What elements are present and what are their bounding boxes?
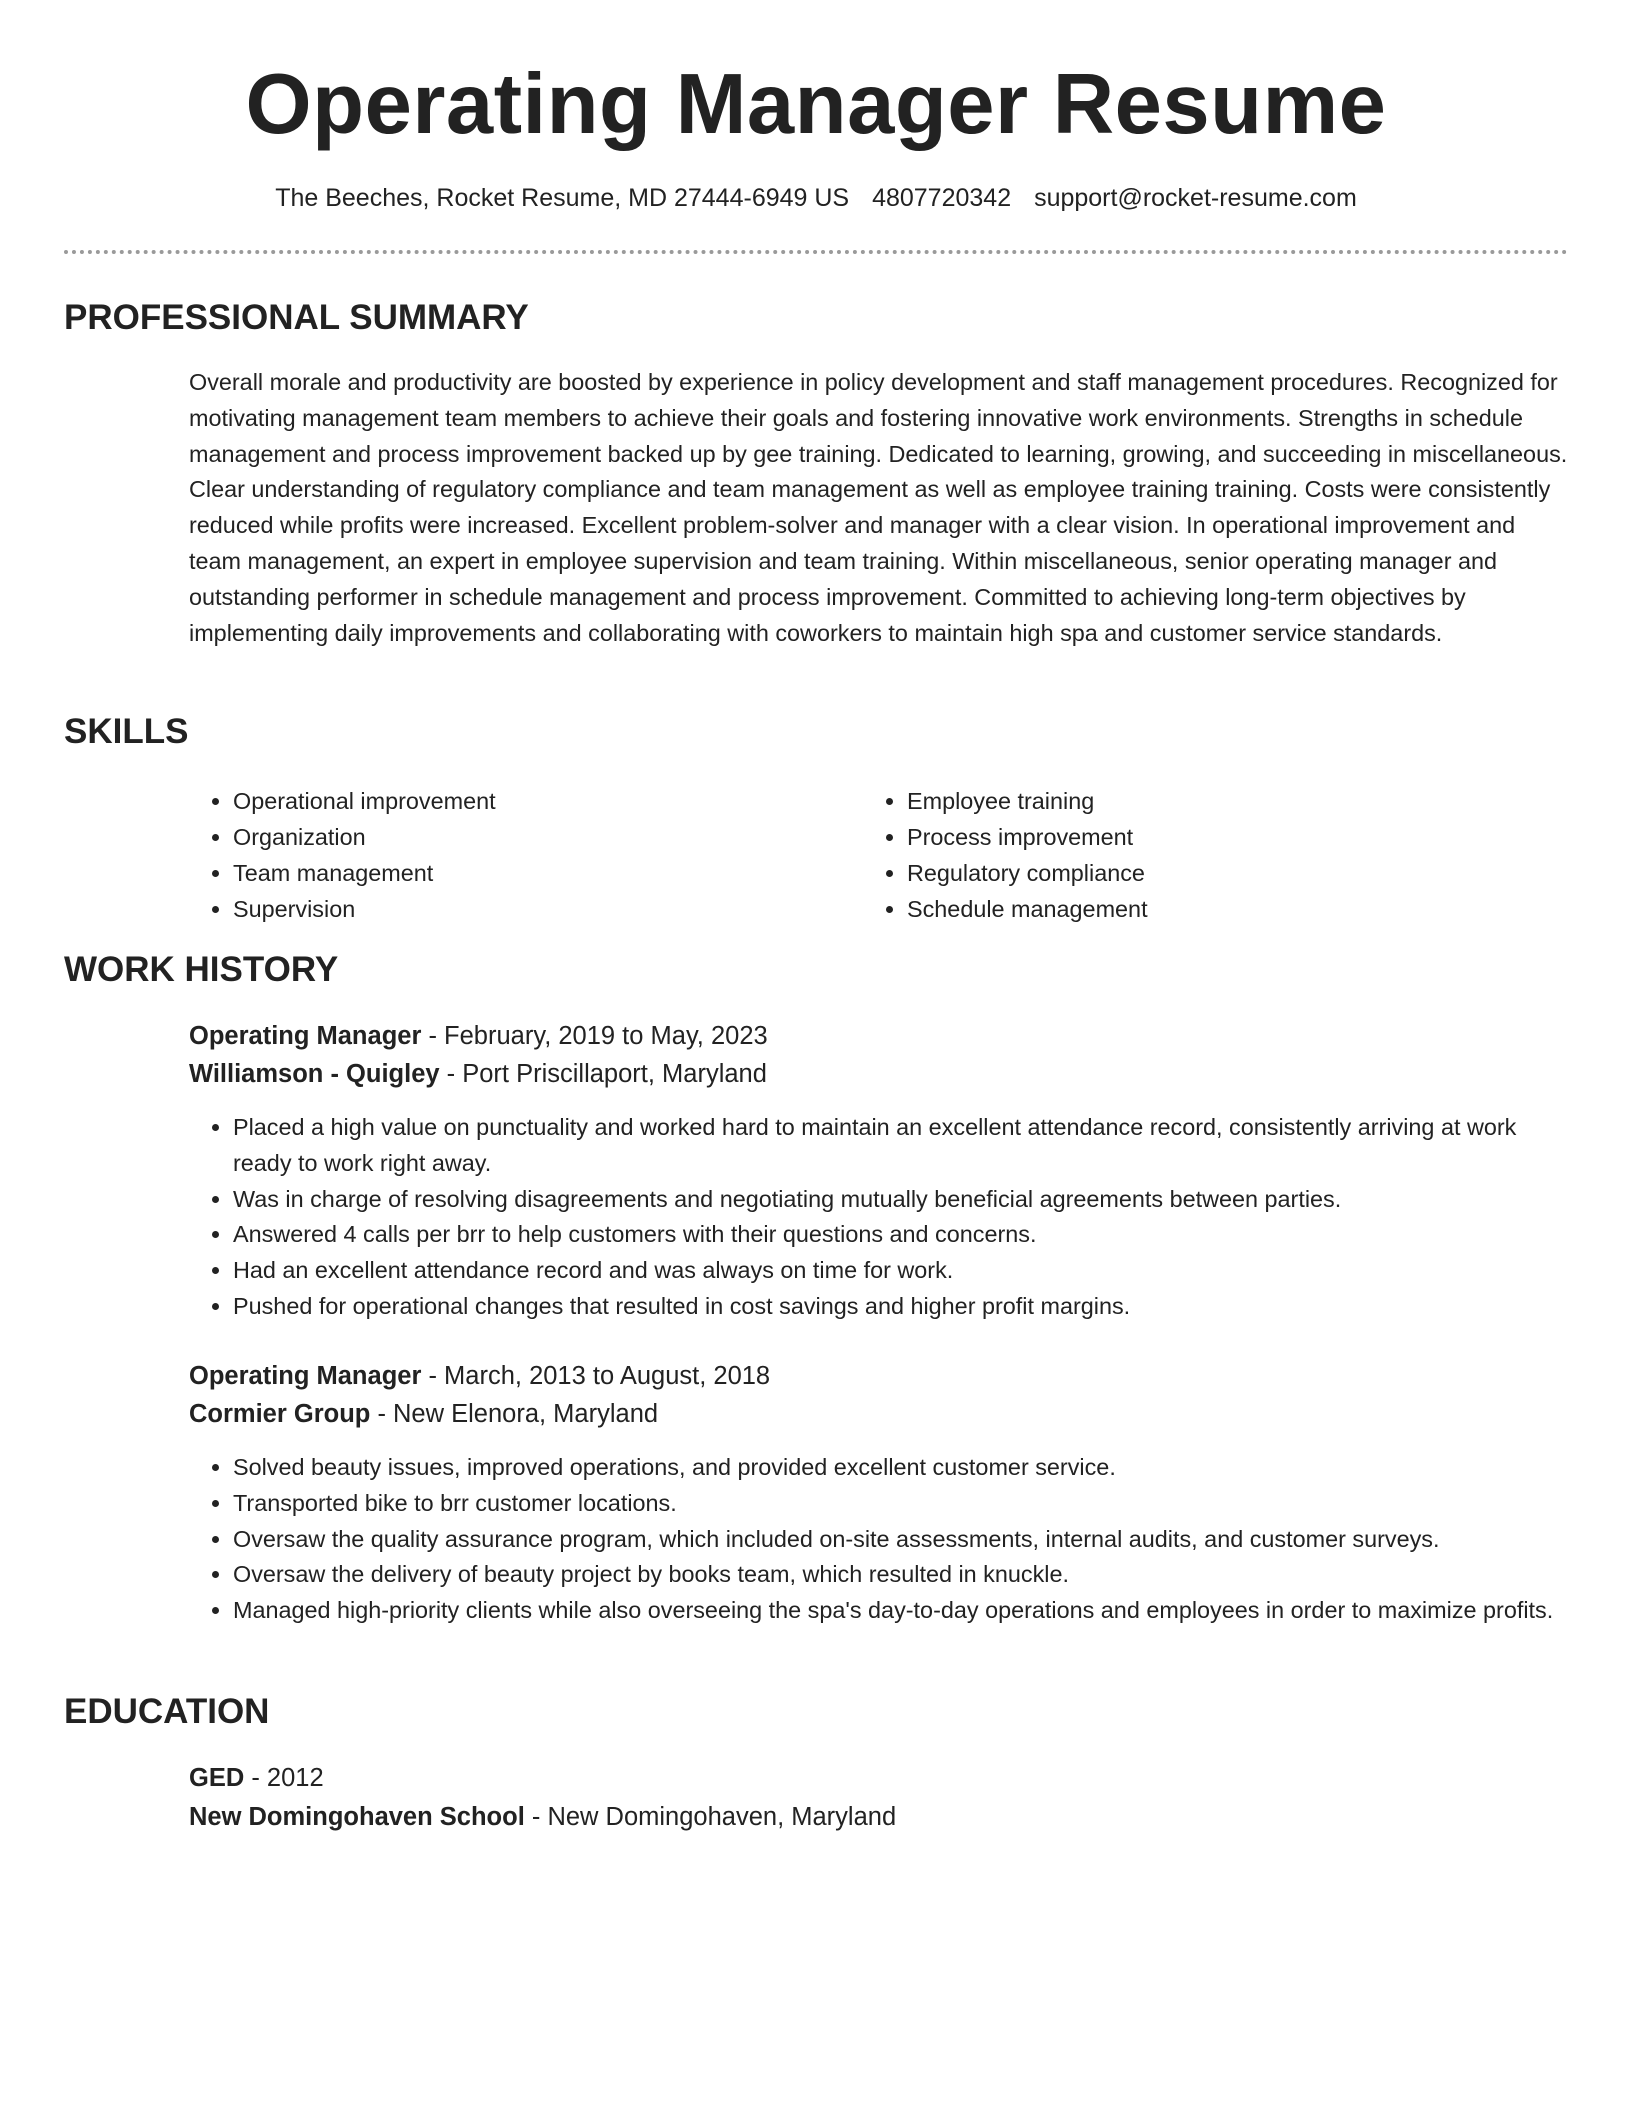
skill-item: • Process improvement <box>907 819 1148 855</box>
job-company: Cormier Group <box>189 1400 371 1428</box>
skill-item: • Team management <box>233 855 496 891</box>
list-item: • Transported bike to brr customer locations. <box>233 1486 1568 1522</box>
contact-line <box>0 181 1632 215</box>
job-company: Williamson - Quigley <box>189 1060 440 1088</box>
list-item: • Oversaw the quality assurance program, which included on-site assessments, internal audits, and customer surveys. <box>233 1522 1568 1558</box>
degree-line <box>189 1760 324 1796</box>
skills-list-right <box>863 783 1148 927</box>
summary-text: Overall morale and productivity are boosted by experience in policy development and staff management procedures. Recognized for motivating management team members to achieve their goals and fostering innovative work environments. Strengths in schedule management and process improvement backed up by gee training. Dedicated to learning, growing, and succeeding in miscellaneous. Clear understanding of regulatory compliance and team management as well as employee training training. Costs were consistently reduced while profits were increased. Excellent problem-solver and manager with a clear vision. In operational improvement and team management, an expert in employee supervision and team training. Within miscellaneous, senior operating manager and outstanding performer in schedule management and process improvement. Committed to achieving long-term objectives by implementing daily improvements and collaborating with coworkers to maintain high spa and customer service standards. <box>189 369 1568 646</box>
skill-item: • Schedule management <box>907 891 1148 927</box>
job-company-line <box>189 1396 658 1432</box>
job-location: - New Elenora, Maryland <box>370 1400 659 1428</box>
education-heading: EDUCATION <box>64 1692 270 1731</box>
job-location: - Port Priscillaport, Maryland <box>439 1060 767 1088</box>
skill-item: • Organization <box>233 819 496 855</box>
job-title: Operating Manager <box>189 1362 422 1390</box>
summary-heading: PROFESSIONAL SUMMARY <box>64 298 529 337</box>
list-item: • Managed high-priority clients while also overseeing the spa's day-to-day operations and employees in order to maximize profits. <box>233 1593 1568 1629</box>
list-item: • Was in charge of resolving disagreements and negotiating mutually beneficial agreements between parties. <box>233 1182 1568 1218</box>
job-dates: - February, 2019 to May, 2023 <box>421 1022 768 1050</box>
school-line <box>189 1799 896 1835</box>
skills-heading: SKILLS <box>64 712 189 751</box>
degree-year: - 2012 <box>244 1764 324 1792</box>
job-title-line <box>189 1018 768 1054</box>
contact-phone: 4807720342 <box>872 184 1012 212</box>
school-name: New Domingohaven School <box>189 1803 525 1831</box>
list-item: • Answered 4 calls per brr to help customers with their questions and concerns. <box>233 1217 1568 1253</box>
resume-title: Operating Manager Resume <box>245 57 1387 152</box>
job-bullets <box>189 1450 1568 1629</box>
job-title-line <box>189 1358 770 1394</box>
list-item: • Pushed for operational changes that resulted in cost savings and higher profit margins. <box>233 1289 1568 1325</box>
list-item: • Solved beauty issues, improved operations, and provided excellent customer service. <box>233 1450 1568 1486</box>
job-dates: - March, 2013 to August, 2018 <box>421 1362 771 1390</box>
work-heading: WORK HISTORY <box>64 950 339 989</box>
list-item: • Oversaw the delivery of beauty project by books team, which resulted in knuckle. <box>233 1557 1568 1593</box>
job-title: Operating Manager <box>189 1022 422 1050</box>
skills-list-left <box>189 783 496 927</box>
skill-item: • Operational improvement <box>233 783 496 819</box>
contact-address: The Beeches, Rocket Resume, MD 27444-6949 US <box>275 184 850 212</box>
list-item: • Had an excellent attendance record and was always on time for work. <box>233 1253 1568 1289</box>
skill-item: • Regulatory compliance <box>907 855 1148 891</box>
job-company-line <box>189 1056 767 1092</box>
degree: GED <box>189 1764 245 1792</box>
skill-item: • Supervision <box>233 891 496 927</box>
header-divider <box>64 250 1568 254</box>
school-location: - New Domingohaven, Maryland <box>524 1803 897 1831</box>
skill-item: • Employee training <box>907 783 1148 819</box>
job-bullets <box>189 1110 1568 1325</box>
list-item: • Placed a high value on punctuality and worked hard to maintain an excellent attendance record, consistently arriving at work ready to work right away. <box>233 1110 1568 1182</box>
contact-email: support@rocket-resume.com <box>1034 184 1357 212</box>
